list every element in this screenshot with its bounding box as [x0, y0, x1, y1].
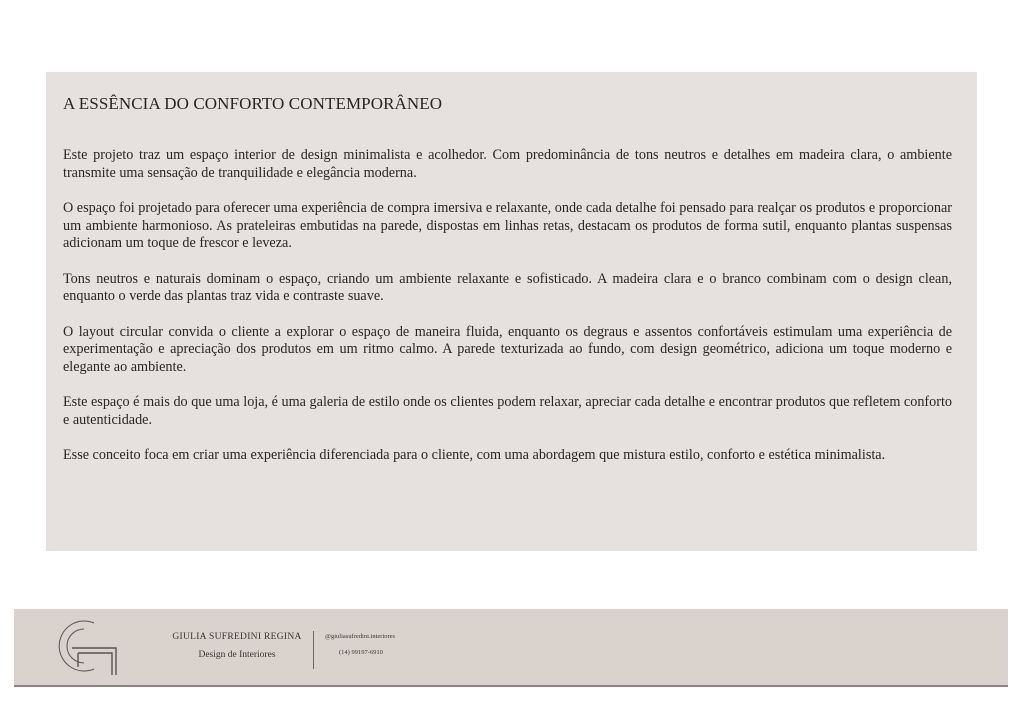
footer-bar	[14, 609, 1008, 687]
gr-monogram-logo-icon	[54, 615, 120, 677]
brand-name: GIULIA SUFREDINI REGINA	[172, 632, 302, 642]
footer-divider	[313, 631, 314, 669]
page-title: A ESSÊNCIA DO CONFORTO CONTEMPORÂNEO	[63, 94, 443, 113]
paragraph: O espaço foi projetado para oferecer uma experiência de compra imersiva e relaxante, onde cada detalhe foi pensado para realçar os produtos e proporcionar um ambiente harmonioso. As prateleiras embutidas na parede, dispostas em linhas retas, destacam os produtos de forma sutil, enquanto plantas suspensas adicionam um toque de frescor e leveza.	[63, 200, 952, 251]
paragraph: Tons neutros e naturais dominam o espaço, criando um ambiente relaxante e sofisticado. A madeira clara e o branco combinam com o design clean, enquanto o verde das plantas traz vida e contraste suave.	[63, 270, 952, 304]
contact-block	[325, 632, 395, 657]
paragraph: Este espaço é mais do que uma loja, é uma galeria de estilo onde os clientes podem relaxar, apreciar cada detalhe e encontrar produtos que refletem conforto e autenticidade.	[63, 394, 952, 428]
brand-block	[164, 631, 310, 661]
content-panel	[46, 72, 977, 551]
footer-rule	[14, 685, 1008, 687]
paragraph: Esse conceito foca em criar uma experiência diferenciada para o cliente, com uma abordagem que mistura estilo, conforto e estética minimalista.	[63, 447, 886, 463]
body-text	[63, 147, 952, 465]
paragraph: O layout circular convida o cliente a explorar o espaço de maneira fluida, enquanto os degraus e assentos confortáveis estimulam uma experiência de experimentação e apreciação dos produtos em um ritmo calmo. A parede texturizada ao fundo, com design geométrico, adiciona um toque moderno e elegante ao ambiente.	[63, 323, 952, 375]
instagram-handle: @giuliasufredini.interiores	[325, 633, 396, 640]
paragraph: Este projeto traz um espaço interior de design minimalista e acolhedor. Com predominância de tons neutros e detalhes em madeira clara, o ambiente transmite uma sensação de tranquilidade e elegância moderna.	[63, 147, 952, 181]
brand-subtitle: Design de Interiores	[198, 650, 276, 660]
phone-number: (14) 99197-6910	[339, 649, 383, 656]
